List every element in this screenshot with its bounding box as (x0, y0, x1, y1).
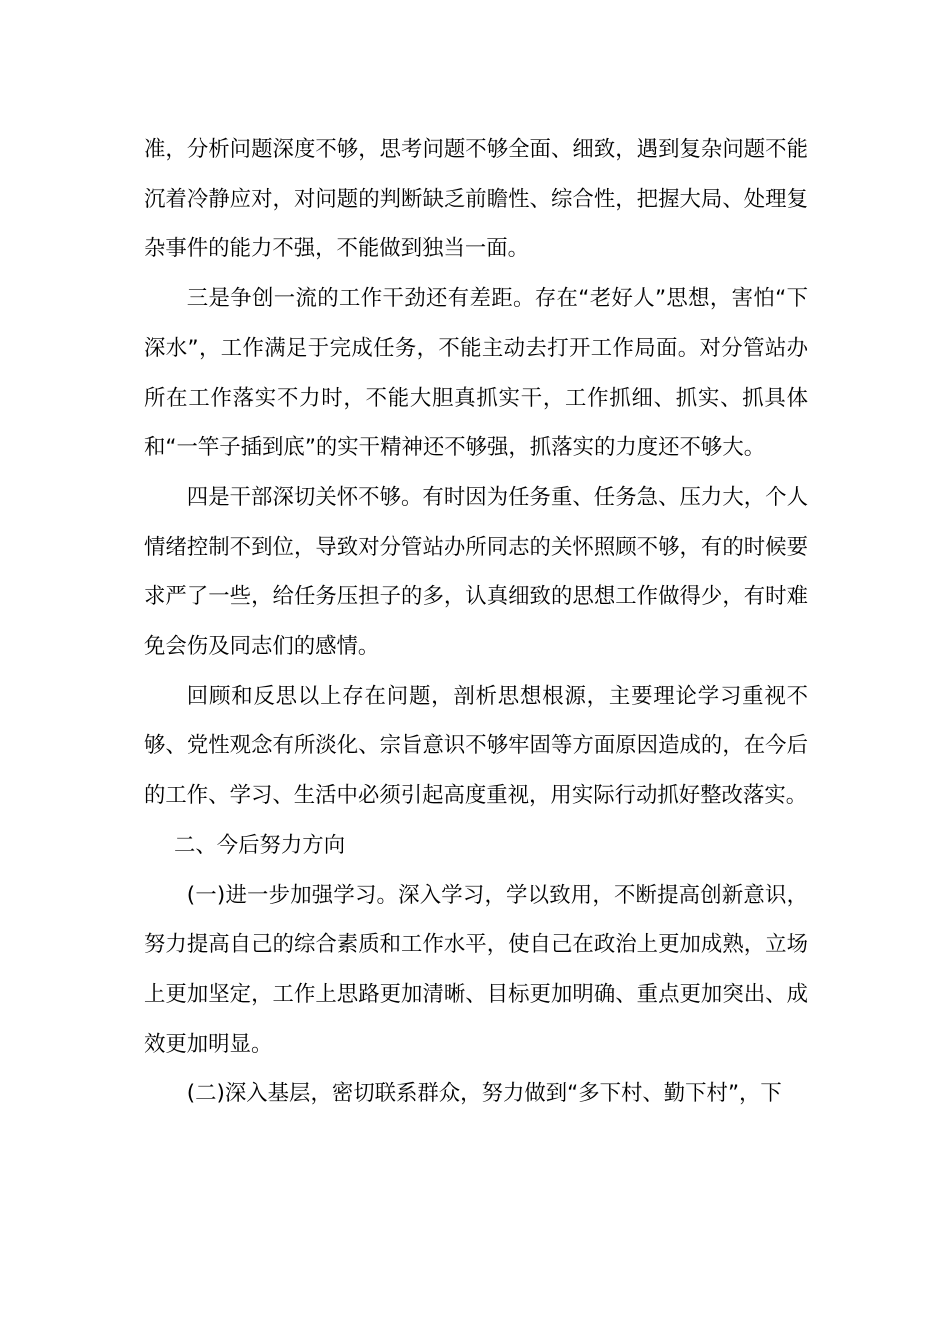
section-heading-future-direction: 二、今后努力方向 (173, 832, 346, 858)
document-body (144, 125, 808, 1119)
paragraph-fourth-problem: 四是干部深切关怀不够。有时因为任务重、任务急、压力大，个人情绪控制不到位，导致对分管站办所同志的关怀照顾不够，有的时候要求严了一些，给任务压担子的多，认真细致的思想工作做得少，有时难免会伤及同志们的感情。 (144, 484, 808, 660)
paragraph-reflection: 回顾和反思以上存在问题，剖析思想根源，主要理论学习重视不够、党性观念有所淡化、宗旨意识不够牢固等方面原因造成的，在今后的工作、学习、生活中必须引起高度重视，用实际行动抓好整改落实。 (144, 683, 808, 809)
paragraph-continuation: 准，分析问题深度不够，思考问题不够全面、细致，遇到复杂问题不能沉着冷静应对，对问题的判断缺乏前瞻性、综合性，把握大局、处理复杂事件的能力不强，不能做到独当一面。 (144, 137, 808, 262)
paragraph-item-two: (二)深入基层，密切联系群众，努力做到“多下村、勤下村”，下 (186, 1081, 782, 1107)
paragraph-third-problem: 三是争创一流的工作干劲还有差距。存在“老好人”思想，害怕“下深水”，工作满足于完成任务，不能主动去打开工作局面。对分管站办所在工作落实不力时，不能大胆真抓实干，工作抓细、抓实、抓具体和“一竿子插到底”的实干精神还不够强，抓落实的力度还不够大。 (144, 286, 808, 461)
paragraph-item-one: (一)进一步加强学习。深入学习，学以致用，不断提高创新意识，努力提高自己的综合素质和工作水平，使自己在政治上更加成熟，立场上更加坚定，工作上思路更加清晰、目标更加明确、重点更加突出、成效更加明显。 (144, 882, 808, 1057)
